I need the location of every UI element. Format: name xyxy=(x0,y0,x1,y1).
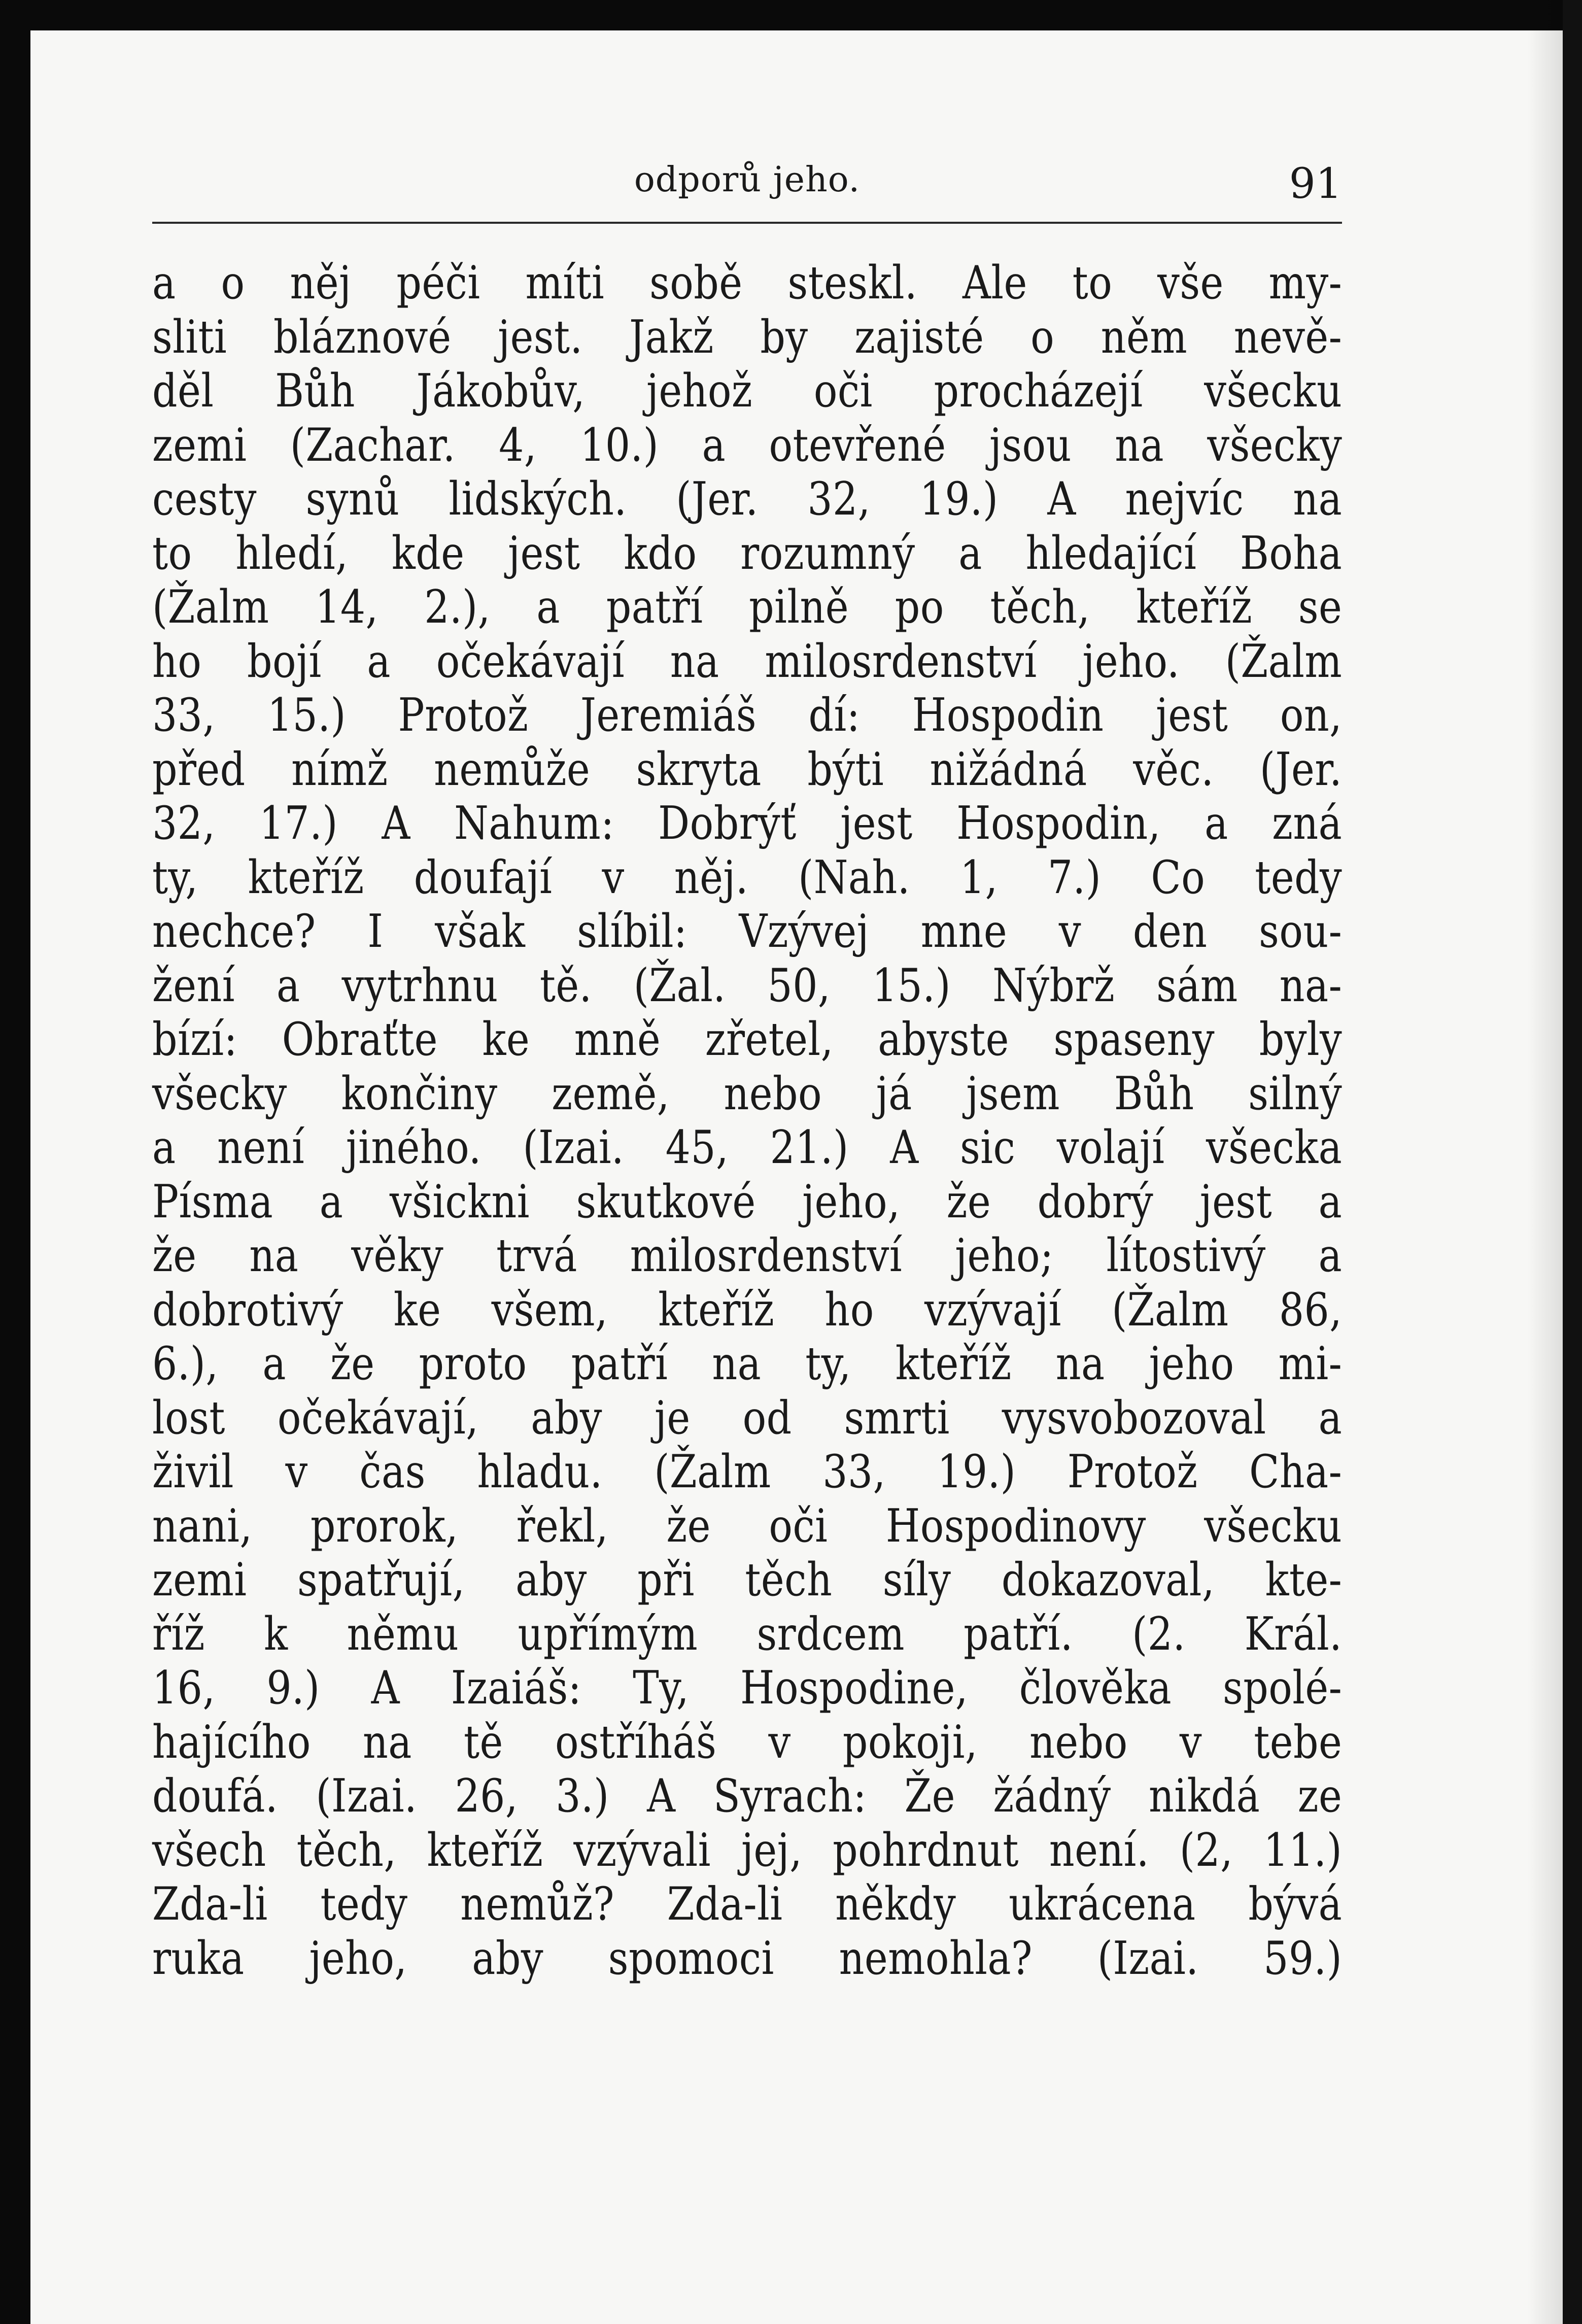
scan-border-top xyxy=(0,0,1582,30)
text-line: že na věky trvá milosrdenství jeho; lítostivý a xyxy=(152,1229,1343,1282)
running-head-title: odporů jeho. xyxy=(634,160,861,200)
body-text xyxy=(152,256,1342,1986)
page-gutter-shadow xyxy=(1527,0,1563,2324)
text-line: zemi spatřují, aby při těch síly dokazoval, kte- xyxy=(152,1553,1343,1607)
text-line: Zda-li tedy nemůž? Zda-li někdy ukrácena bývá xyxy=(152,1877,1343,1931)
text-line: 32, 17.) A Nahum: Dobrýť jest Hospodin, a zná xyxy=(152,797,1343,850)
text-line: to hledí, kde jest kdo rozumný a hledající Boha xyxy=(152,526,1343,580)
text-line: ho bojí a očekávají na milosrdenství jeho. (Žalm xyxy=(152,634,1343,688)
text-line: všecky končiny země, nebo já jsem Bůh silný xyxy=(152,1067,1343,1120)
text-line: cesty synů lidských. (Jer. 32, 19.) A nejvíc na xyxy=(152,472,1343,526)
text-line: děl Bůh Jákobův, jehož oči procházejí všecku xyxy=(152,364,1343,418)
text-line: říž k němu upřímým srdcem patří. (2. Král. xyxy=(152,1607,1343,1661)
text-line: a o něj péči míti sobě steskl. Ale to vše my- xyxy=(152,256,1343,310)
text-line: dobrotivý ke všem, kteříž ho vzývají (Žalm 86, xyxy=(152,1283,1343,1337)
text-line: všech těch, kteříž vzývali jej, pohrdnut není. (2, 11.) xyxy=(152,1823,1343,1877)
text-line: doufá. (Izai. 26, 3.) A Syrach: Že žádný nikdá ze xyxy=(152,1769,1343,1823)
text-line: před nímž nemůže skryta býti nižádná věc. (Jer. xyxy=(152,742,1343,796)
text-line: žení a vytrhnu tě. (Žal. 50, 15.) Nýbrž sám na- xyxy=(152,959,1343,1012)
text-line: Písma a všickni skutkové jeho, že dobrý jest a xyxy=(152,1175,1343,1228)
text-line: nechce? I však slíbil: Vzývej mne v den sou- xyxy=(152,905,1343,958)
text-line: a není jiného. (Izai. 45, 21.) A sic volají všecka xyxy=(152,1121,1343,1174)
text-line: bízí: Obraťte ke mně zřetel, abyste spaseny byly xyxy=(152,1013,1343,1066)
text-line: ty, kteříž doufají v něj. (Nah. 1, 7.) Co tedy xyxy=(152,850,1343,904)
running-head xyxy=(152,160,1342,216)
text-line: zemi (Zachar. 4, 10.) a otevřené jsou na všecky xyxy=(152,418,1343,472)
text-line: nani, prorok, řekl, že oči Hospodinovy všecku xyxy=(152,1499,1343,1553)
text-line: 6.), a že proto patří na ty, kteříž na jeho mi- xyxy=(152,1337,1343,1390)
text-line: ruka jeho, aby spomoci nemohla? (Izai. 59.) xyxy=(152,1931,1343,1985)
text-line: hajícího na tě ostříháš v pokoji, nebo v tebe xyxy=(152,1715,1343,1769)
text-line: 33, 15.) Protož Jeremiáš dí: Hospodin jest on, xyxy=(152,689,1343,742)
text-line: lost očekávají, aby je od smrti vysvobozoval a xyxy=(152,1391,1343,1445)
text-line: 16, 9.) A Izaiáš: Ty, Hospodine, člověka spolé- xyxy=(152,1661,1343,1715)
scan-border-right xyxy=(1563,0,1582,2324)
text-line: (Žalm 14, 2.), a patří pilně po těch, kteříž se xyxy=(152,580,1343,634)
header-rule xyxy=(152,222,1342,224)
text-line: sliti bláznové jest. Jakž by zajisté o něm nevě- xyxy=(152,310,1343,364)
scan-border-left xyxy=(0,0,30,2324)
page-number: 91 xyxy=(1289,160,1342,208)
text-line: živil v čas hladu. (Žalm 33, 19.) Protož Cha- xyxy=(152,1445,1343,1498)
